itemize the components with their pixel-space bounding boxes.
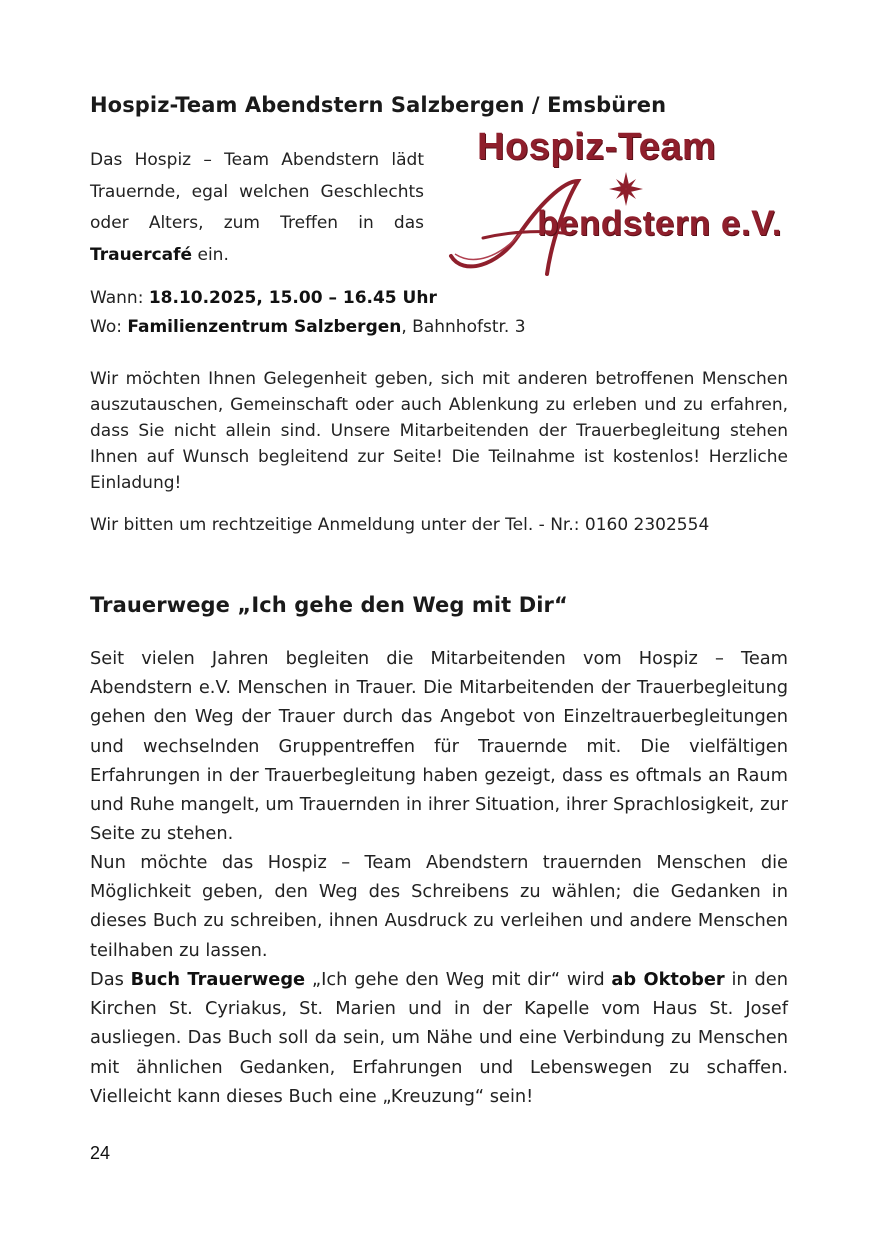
registration-text: Wir bitten um rechtzeitige Anmeldung unter der Tel. - Nr.: 0160 2302554: [90, 515, 710, 535]
section2-paragraph-2: Nun möchte das Hospiz – Team Abendstern trauernden Menschen die Möglichkeit geben, den Weg des Schreibens zu wählen; die Gedanken in dieses Buch zu schreiben, ihnen Ausdruck zu verleihen und andere Menschen teilhaben zu lassen.: [90, 852, 788, 961]
when-value: 18.10.2025, 15.00 – 16.45 Uhr: [148, 288, 437, 308]
trauercafe-bold: Trauercafé: [90, 244, 193, 265]
where-line: Wo: Familienzentrum Salzbergen, Bahnhofstr. 3: [90, 317, 526, 337]
logo-text-abendstern: bendstern e.V.: [537, 204, 782, 243]
logo-text-hospiz-team: Hospiz-Team: [477, 126, 717, 168]
buch-trauerwege-bold: Buch Trauerwege: [130, 969, 306, 990]
section-title-hospiz-team: Hospiz-Team Abendstern Salzbergen / Emsbüren: [90, 93, 667, 117]
where-value: Familienzentrum Salzbergen: [127, 317, 402, 337]
star-icon: [609, 172, 643, 206]
section2-paragraph-1: Seit vielen Jahren begleiten die Mitarbeitenden vom Hospiz – Team Abendstern e.V. Menschen in Trauer. Die Mitarbeitenden der Trauerbegleitung gehen den Weg der Trauer durch das Angebot von Einzeltrauerbegleitungen und wechselnden Gruppentreffen für Trauernde mit. Die vielfältigen Erfahrungen in der Trauerbegleitung haben gezeigt, dass es oftmals an Raum und Ruhe mangelt, um Trauernden in ihrer Situation, ihrer Sprachlosigkeit, zur Seite zu stehen.: [90, 648, 788, 845]
intro-text: Das Hospiz – Team Abendstern lädt Trauernde, egal welchen Geschlechts oder Alters, zum Treffen in das Trauercafé ein.: [90, 150, 424, 265]
page-number: 24: [90, 1143, 111, 1163]
section1-paragraph: Wir möchten Ihnen Gelegenheit geben, sich mit anderen betroffenen Menschen auszutauschen, Gemeinschaft oder auch Ablenkung zu erleben und zu erfahren, dass Sie nicht allein sind. Unsere Mitarbeitenden der Trauerbegleitung stehen Ihnen auf Wunsch begleitend zur Seite! Die Teilnahme ist kostenlos! Herzliche Einladung!: [90, 369, 788, 493]
section2-paragraph-3: Das Buch Trauerwege „Ich gehe den Weg mit dir“ wird ab Oktober in den Kirchen St. Cyriakus, St. Marien und in der Kapelle vom Haus St. Josef ausliegen. Das Buch soll da sein, um Nähe und eine Verbindung zu Menschen mit ähnlichen Gedanken, Erfahrungen und Lebenswegen zu schaffen. Vielleicht kann dieses Buch eine „Kreuzung“ sein!: [90, 969, 788, 1107]
when-line: Wann: 18.10.2025, 15.00 – 16.45 Uhr: [90, 288, 437, 308]
section-title-trauerwege: Trauerwege „Ich gehe den Weg mit Dir“: [90, 593, 568, 617]
ab-oktober-bold: ab Oktober: [611, 969, 725, 990]
hospiz-team-logo: [443, 126, 793, 276]
